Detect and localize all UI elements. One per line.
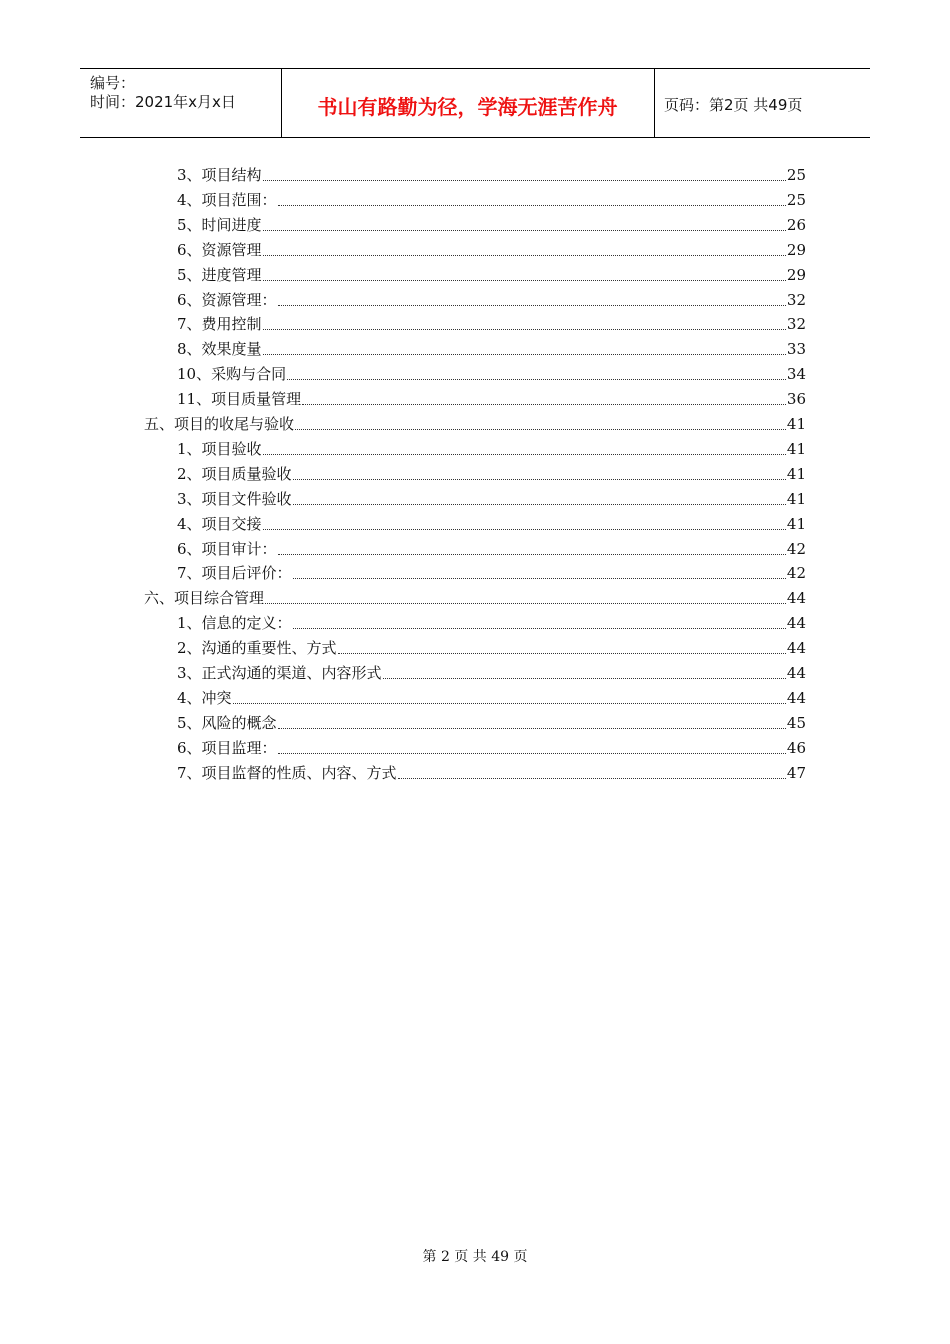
toc-leader-dots xyxy=(293,577,786,579)
toc-entry-title: 6、资源管理： xyxy=(177,290,277,309)
toc-entry-title: 1、信息的定义： xyxy=(177,614,292,633)
toc-leader-dots xyxy=(278,727,786,729)
toc-leader-dots xyxy=(293,503,786,505)
toc-leader-dots xyxy=(263,229,786,231)
toc-leader-dots xyxy=(263,179,786,181)
toc-entry-title: 7、项目后评价： xyxy=(177,564,292,583)
toc-entry-page: 41 xyxy=(786,415,806,433)
toc-leader-dots xyxy=(278,304,786,306)
toc-leader-dots xyxy=(398,777,786,779)
toc-entry-page: 42 xyxy=(786,564,806,583)
toc-leader-dots xyxy=(278,204,786,206)
toc-leader-dots xyxy=(295,428,786,430)
toc-leader-dots xyxy=(338,652,786,654)
toc-entry[interactable] xyxy=(177,558,806,583)
header-motto: 书山有路勤为径，学海无涯苦作舟 xyxy=(317,95,618,119)
toc-entry-title: 六、项目综合管理 xyxy=(144,589,265,608)
toc-entry-page: 44 xyxy=(786,664,806,682)
toc-entry[interactable] xyxy=(177,185,806,210)
toc-entry-title: 1、项目验收 xyxy=(177,439,262,458)
toc-entry[interactable] xyxy=(177,434,806,459)
toc-entry-title: 11、项目质量管理 xyxy=(177,390,302,409)
toc-entry-title: 10、采购与合同 xyxy=(177,365,287,384)
toc-entry-page: 41 xyxy=(786,489,806,508)
toc-entry[interactable] xyxy=(177,235,806,260)
toc-entry-title: 2、项目质量验收 xyxy=(177,464,292,483)
toc-entry-title: 3、项目文件验收 xyxy=(177,489,292,508)
serial-label: 编号： xyxy=(90,74,136,92)
toc-entry-title: 7、项目监督的性质、内容、方式 xyxy=(177,763,397,782)
toc-leader-dots xyxy=(287,378,786,380)
toc-entry-page: 44 xyxy=(786,614,806,633)
toc-entry-page: 25 xyxy=(786,190,806,209)
toc-entry-title: 5、时间进度 xyxy=(177,215,262,234)
toc-entry[interactable] xyxy=(177,509,806,534)
toc-entry-title: 4、冲突 xyxy=(177,688,232,707)
toc-entry-page: 25 xyxy=(786,166,806,184)
toc-leader-dots xyxy=(265,602,786,604)
toc-entry-title: 6、项目审计： xyxy=(177,539,277,558)
toc-leader-dots xyxy=(263,254,786,256)
toc-entry[interactable] xyxy=(177,384,806,409)
toc-leader-dots xyxy=(293,478,786,480)
toc-entry-title: 8、效果度量 xyxy=(177,340,262,359)
toc-entry[interactable] xyxy=(177,534,806,559)
toc-leader-dots xyxy=(302,403,786,405)
toc-leader-dots xyxy=(383,677,786,679)
toc-leader-dots xyxy=(233,702,786,704)
toc-entry-page: 41 xyxy=(786,464,806,483)
toc-entry-page: 47 xyxy=(786,763,806,782)
toc-entry[interactable] xyxy=(177,608,806,633)
page-header xyxy=(80,68,870,138)
toc-entry-page: 44 xyxy=(786,589,806,608)
toc-entry[interactable] xyxy=(177,683,806,708)
toc-entry-page: 29 xyxy=(786,240,806,259)
toc-entry-page: 45 xyxy=(786,713,806,732)
time-label: 时间：2021年x月x日 xyxy=(90,93,236,111)
header-motto-cell xyxy=(281,69,655,137)
toc-leader-dots xyxy=(263,528,786,530)
toc-entry-title: 4、项目范围： xyxy=(177,190,277,209)
toc-entry[interactable] xyxy=(177,484,806,509)
toc-entry-page: 32 xyxy=(786,315,806,334)
toc-leader-dots xyxy=(263,453,786,455)
toc-entry[interactable] xyxy=(177,160,806,185)
toc-leader-dots xyxy=(278,752,786,754)
toc-entry[interactable] xyxy=(144,583,806,608)
toc-leader-dots xyxy=(263,279,786,281)
toc-leader-dots xyxy=(293,627,786,629)
toc-entry-page: 41 xyxy=(786,514,806,533)
toc-entry-page: 36 xyxy=(786,390,806,409)
toc-entry[interactable] xyxy=(177,285,806,310)
toc-entry-title: 3、正式沟通的渠道、内容形式 xyxy=(177,664,382,682)
toc-entry[interactable] xyxy=(177,309,806,334)
toc-entry-title: 5、进度管理 xyxy=(177,265,262,284)
toc-entry-page: 44 xyxy=(786,639,806,658)
toc-entry[interactable] xyxy=(177,708,806,733)
toc-leader-dots xyxy=(263,353,786,355)
toc-entry-page: 32 xyxy=(786,290,806,309)
toc-entry-title: 3、项目结构 xyxy=(177,166,262,184)
toc-entry-title: 4、项目交接 xyxy=(177,514,262,533)
toc-entry-page: 41 xyxy=(786,439,806,458)
toc-leader-dots xyxy=(263,328,786,330)
page-footer: 第 2 页 共 49 页 xyxy=(422,1249,528,1265)
toc-entry-title: 5、风险的概念 xyxy=(177,713,277,732)
toc-entry[interactable] xyxy=(177,359,806,384)
toc-entry[interactable] xyxy=(144,409,806,434)
toc-entry-page: 46 xyxy=(786,738,806,757)
toc-entry-title: 2、沟通的重要性、方式 xyxy=(177,639,337,658)
header-page-cell xyxy=(654,69,870,137)
toc-entry[interactable] xyxy=(177,633,806,658)
toc-entry[interactable] xyxy=(177,459,806,484)
toc-entry-title: 五、项目的收尾与验收 xyxy=(144,415,295,433)
toc-entry[interactable] xyxy=(177,733,806,758)
toc-entry-page: 42 xyxy=(786,539,806,558)
header-info-cell xyxy=(80,69,282,137)
toc-entry[interactable] xyxy=(177,334,806,359)
header-page-label: 页码：第2页 共49页 xyxy=(664,96,803,114)
toc-entry-page: 26 xyxy=(786,215,806,234)
toc-entry-page: 34 xyxy=(786,365,806,384)
toc-entry-page: 44 xyxy=(786,688,806,707)
toc-entry-page: 33 xyxy=(786,340,806,359)
toc-entry-title: 7、费用控制 xyxy=(177,315,262,334)
toc-entry-title: 6、项目监理： xyxy=(177,738,277,757)
toc-entry[interactable] xyxy=(177,658,806,683)
toc-entry-title: 6、资源管理 xyxy=(177,240,262,259)
toc-entry[interactable] xyxy=(177,758,806,783)
toc-entry[interactable] xyxy=(177,260,806,285)
toc-entry-page: 29 xyxy=(786,265,806,284)
toc-leader-dots xyxy=(278,553,786,555)
toc-entry[interactable] xyxy=(177,210,806,235)
